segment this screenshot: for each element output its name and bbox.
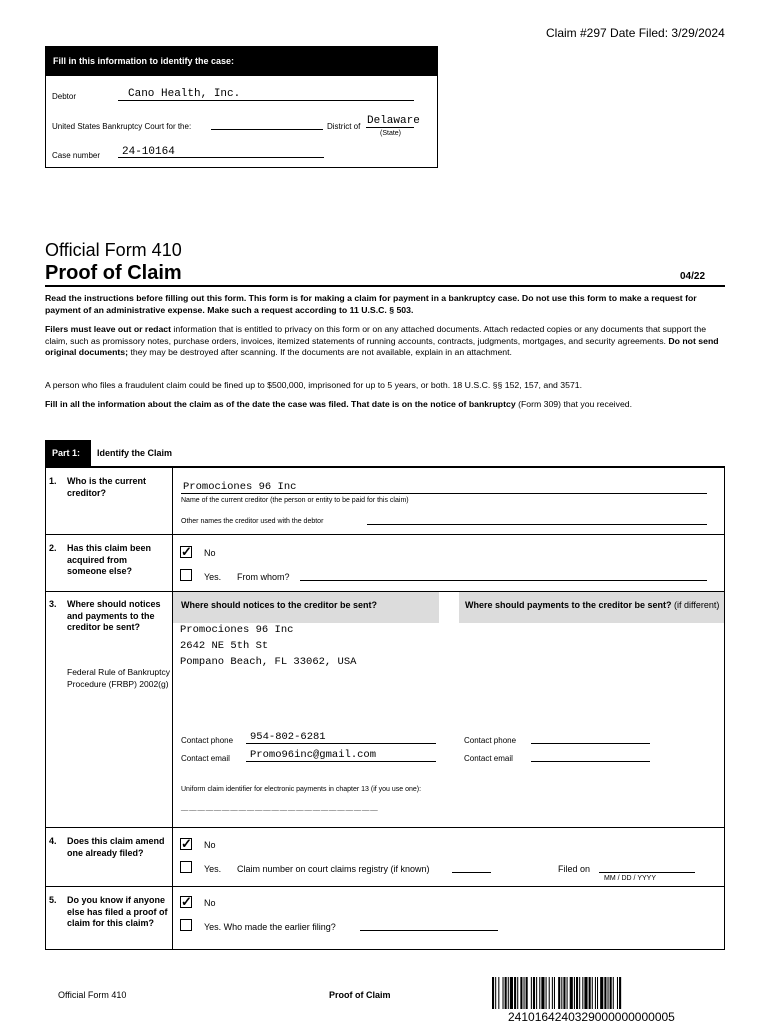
district-label: District of [327, 122, 361, 131]
debtor-value[interactable]: Cano Health, Inc. [128, 88, 241, 100]
address-line2[interactable]: 2642 NE 5th St [180, 640, 269, 652]
q1-number: 1. [49, 476, 57, 486]
from-whom-label: From whom? [237, 572, 290, 582]
q4-no-label: No [204, 840, 216, 850]
q2-yes-label: Yes. [204, 572, 222, 582]
claim-number-label: Claim number on court claims registry (if known) [237, 864, 430, 874]
case-box-title: Fill in this information to identify the case: [46, 47, 437, 76]
from-whom-field[interactable] [300, 580, 707, 581]
part1-title: Identify the Claim [97, 448, 173, 458]
creditor-caption: Name of the current creditor (the person or entity to be paid for this claim) [181, 497, 409, 504]
contact-email-field-2[interactable] [531, 761, 650, 762]
address-line1[interactable]: Promociones 96 Inc [180, 624, 294, 636]
q4-yes-label: Yes. [204, 864, 222, 874]
q4-no-checkbox[interactable]: ✓ [181, 836, 192, 851]
earlier-filing-field[interactable] [360, 930, 498, 931]
frbp-rule: Federal Rule of Bankruptcy Procedure (FRBP) 2002(g) [67, 667, 170, 689]
redact-paragraph: Filers must leave out or redact information that is entitled to privacy on this form or on any attached documents. Attach redacted copies or any documents that support the claim, such as promissory notes, purchase orders, invoices, itemized statements of running accounts, contracts, judgments, mortgages, and security agreements. Do not send original documents; they may be destroyed after scanning. If the documents are not available, explain in an attachment. [45, 324, 719, 357]
q3-label: Where should notices and payments to the creditor be sent? [67, 599, 161, 632]
case-info-box [45, 46, 438, 168]
notices-header: Where should notices to the creditor be sent? [181, 600, 378, 610]
court-label: United States Bankruptcy Court for the: [52, 122, 192, 131]
address-line3[interactable]: Pompano Beach, FL 33062, USA [180, 656, 357, 668]
q4-number: 4. [49, 836, 57, 846]
filed-on-field[interactable] [599, 872, 695, 873]
creditor-value[interactable]: Promociones 96 Inc [183, 481, 297, 493]
contact-phone-field-2[interactable] [531, 743, 650, 744]
fill-in-paragraph: Fill in all the information about the claim as of the date the case was filed. That date is on the notice of bankruptcy (Form 309) that you received. [45, 399, 633, 409]
contact-phone-label-2: Contact phone [464, 736, 517, 745]
barcode [492, 977, 758, 1009]
form-version: 04/22 [680, 271, 706, 282]
q3-number: 3. [49, 599, 57, 609]
q5-yes-checkbox[interactable] [180, 919, 192, 931]
q5-no-label: No [204, 898, 216, 908]
q5-label: Do you know if anyone else has filed a proof of claim for this claim? [67, 895, 168, 928]
q4-yes-checkbox[interactable] [180, 861, 192, 873]
uci-label: Uniform claim identifier for electronic payments in chapter 13 (if you use one): [181, 786, 422, 793]
contact-phone-value[interactable]: 954-802-6281 [250, 731, 326, 743]
fraud-paragraph: A person who files a fraudulent claim could be fined up to $500,000, imprisoned for up to 5 years, or both. 18 U.S.C. §§ 152, 157, and 3571. [45, 380, 583, 390]
debtor-label: Debtor [52, 92, 77, 101]
q5-yes-label: Yes. Who made the earlier filing? [204, 922, 336, 932]
footer-form-name: Official Form 410 [58, 990, 127, 1000]
form-name: Official Form 410 [45, 240, 182, 260]
other-names-label: Other names the creditor used with the debtor [181, 518, 324, 525]
filed-on-label: Filed on [558, 864, 591, 874]
footer-title: Proof of Claim [329, 990, 391, 1000]
q2-number: 2. [49, 543, 57, 553]
q1-label: Who is the current creditor? [67, 476, 147, 498]
contact-email-label-2: Contact email [464, 754, 513, 763]
q2-no-checkbox[interactable]: ✓ [181, 544, 192, 559]
claim-stamp: Claim #297 Date Filed: 3/29/2024 [546, 26, 725, 40]
intro-paragraph: Read the instructions before filling out this form. This form is for making a claim for payment in a bankruptcy case. Do not use this form to make a request for payment of an administrative expense. Make such a request according to 11 U.S.C. § 503. [45, 293, 697, 315]
state-label: (State) [380, 130, 402, 137]
case-number-label: Case number [52, 151, 101, 160]
case-number-value[interactable]: 24-10164 [122, 146, 175, 158]
other-names-field[interactable] [367, 524, 707, 525]
contact-phone-label: Contact phone [181, 736, 234, 745]
part1-tag: Part 1: [45, 440, 91, 467]
q2-label: Has this claim been acquired from someone else? [67, 543, 152, 576]
q2-yes-checkbox[interactable] [180, 569, 192, 581]
q2-no-label: No [204, 548, 216, 558]
contact-email-value[interactable]: Promo96inc@gmail.com [250, 749, 377, 761]
district-value[interactable]: Delaware [367, 115, 420, 127]
contact-email-label: Contact email [181, 754, 230, 763]
date-format-caption: MM / DD / YYYY [604, 875, 656, 882]
q4-label: Does this claim amend one already filed? [67, 836, 165, 858]
uci-blanks[interactable]: __ __ __ __ __ __ __ __ __ __ __ __ __ __ __ __ __ __ __ __ __ __ __ __ [181, 804, 378, 811]
payments-header: Where should payments to the creditor be sent? (if different) [465, 600, 720, 610]
q5-no-checkbox[interactable]: ✓ [181, 894, 192, 909]
form-title: Proof of Claim [45, 262, 182, 284]
q5-number: 5. [49, 895, 57, 905]
claim-number-field[interactable] [452, 872, 491, 873]
barcode-number: 2410164240329000000000005 [508, 1010, 675, 1024]
